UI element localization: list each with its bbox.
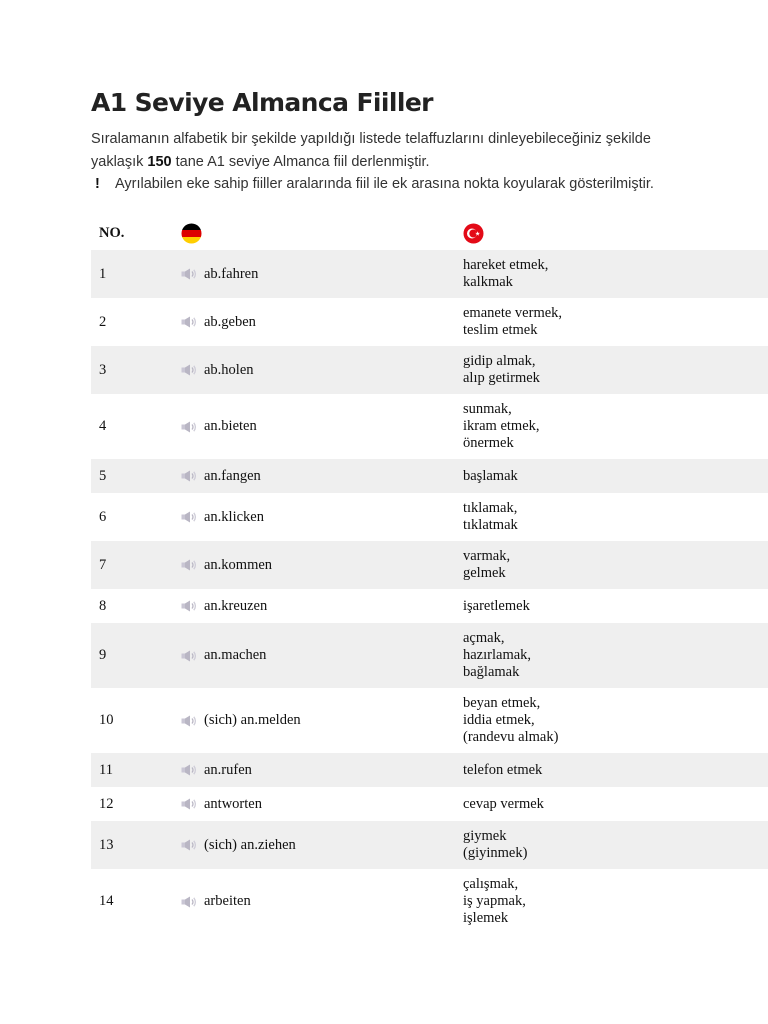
german-verb [181,762,455,779]
turkish-meaning-line: teslim etmek [463,322,538,338]
row-number: 4 [99,418,107,434]
turkish-meaning-cell [455,787,768,821]
row-number: 3 [91,346,173,394]
turkish-meaning-line: kalkmak [463,274,513,290]
speaker-icon[interactable] [181,470,197,482]
table-row [91,250,768,298]
turkish-meaning-line: varmak, [463,548,511,564]
turkish-meaning-cell [455,298,768,346]
row-number: 8 [99,597,107,614]
table-row [91,459,768,493]
column-header-turkish [455,216,768,250]
german-verb-text: an.rufen [204,761,252,778]
verbs-table [91,216,768,934]
german-verb [181,893,455,910]
exclamation-icon: ! [95,176,100,192]
german-verb-text: antworten [204,795,262,812]
turkish-meaning-line: (giyinmek) [463,845,528,861]
intro-line-1: Sıralamanın alfabetik bir şekilde yapıldığı listede telaffuzlarını dinleyebileceğiniz şekilde [91,131,651,147]
turkish-meaning-line: işlemek [463,910,509,926]
row-number: 13 [91,821,173,869]
german-flag-icon [181,223,202,244]
intro-line-2-start: yaklaşık [91,154,148,170]
row-number: 5 [91,459,173,493]
speaker-icon[interactable] [181,268,197,280]
turkish-meaning-line: tıklamak, [463,500,518,516]
row-number: 11 [91,753,173,787]
table-row [91,821,768,869]
turkish-meaning-line: açmak, [463,630,505,646]
german-verb-text: (sich) an.melden [204,712,301,728]
turkish-meaning-line: hazırlamak, [463,647,532,663]
intro-text [91,128,761,174]
german-verb-cell [173,821,455,869]
german-verb-text: an.kommen [204,556,273,573]
row-number: 10 [99,712,114,728]
separable-verbs-note [95,176,654,192]
german-verb-cell [173,688,455,753]
row-number: 2 [99,313,107,330]
speaker-icon[interactable] [181,600,197,612]
table-row [91,493,768,541]
german-verb-text: ab.geben [204,313,256,330]
german-verb [181,314,455,331]
speaker-icon[interactable] [181,764,197,776]
turkish-meaning-line: (randevu almak) [463,729,559,745]
german-verb-cell [173,787,455,821]
table-row [91,753,768,787]
column-header-no: NO. [99,224,125,241]
german-verb-text: arbeiten [204,893,251,909]
turkish-meaning-cell [455,753,768,787]
table-body [91,250,768,934]
turkish-meaning-line: çalışmak, [463,876,519,892]
speaker-icon[interactable] [181,511,197,523]
german-verb [181,418,455,435]
verb-count: 150 [147,154,172,170]
speaker-icon[interactable] [181,798,197,810]
german-verb-cell [173,459,455,493]
german-verb-text: an.klicken [204,508,264,525]
german-verb-cell [173,493,455,541]
speaker-icon[interactable] [181,559,197,571]
table-row [91,688,768,753]
german-verb-cell [173,250,455,298]
turkish-meaning-cell [455,688,768,753]
turkish-meaning-cell [455,821,768,869]
turkish-meaning-line: ikram etmek, [463,418,540,434]
row-number: 12 [99,795,114,812]
german-verb-cell [173,753,455,787]
turkish-meaning-line: beyan etmek, [463,695,541,711]
german-verb-cell [173,623,455,688]
speaker-icon[interactable] [181,839,197,851]
turkish-meaning-line: gelmek [463,565,506,581]
turkish-meaning-cell [455,346,768,394]
german-verb-text: ab.holen [204,361,254,378]
german-verb [181,266,455,283]
german-verb-text: (sich) an.ziehen [204,836,296,853]
turkish-meaning-line: gidip almak, [463,353,536,369]
note-text: Ayrılabilen eke sahip fiiller aralarında fiil ile ek arasına nokta koyularak gösterilmiştir. [115,176,654,192]
german-verb-cell [173,541,455,589]
speaker-icon[interactable] [181,316,197,328]
turkish-meaning-line: iş yapmak, [463,893,526,909]
turkish-meaning-line: hareket etmek, [463,257,549,273]
turkish-meaning-line: bağlamak [463,664,520,680]
column-header-german [173,216,455,250]
table-row [91,541,768,589]
table-row [91,346,768,394]
table-row [91,869,768,934]
german-verb [181,509,455,526]
intro-line-2 [91,151,761,174]
table-row [91,589,768,623]
turkish-meaning-cell [455,250,768,298]
turkish-meaning-line: cevap vermek [463,795,544,812]
german-verb-text: an.kreuzen [204,597,268,614]
turkish-flag-icon [463,223,484,244]
turkish-meaning-cell [455,394,768,459]
turkish-meaning-line: tıklatmak [463,517,518,533]
german-verb-text: an.fangen [204,467,261,484]
turkish-meaning-cell [455,589,768,623]
german-verb-cell [173,589,455,623]
german-verb [181,647,455,664]
german-verb [181,796,455,813]
turkish-meaning-cell [455,541,768,589]
german-verb-text: an.machen [204,647,267,663]
german-verb-cell [173,869,455,934]
speaker-icon[interactable] [181,650,197,662]
row-number: 9 [91,623,173,688]
row-number: 1 [91,250,173,298]
german-verb [181,712,455,729]
speaker-icon[interactable] [181,715,197,727]
german-verb [181,362,455,379]
row-number: 7 [91,541,173,589]
table-row [91,787,768,821]
german-verb [181,598,455,615]
intro-line-2-end: tane A1 seviye Almanca fiil derlenmiştir. [171,154,430,170]
turkish-meaning-line: başlamak [463,467,518,484]
table-header [91,216,768,250]
table-row [91,394,768,459]
turkish-meaning-cell [455,493,768,541]
speaker-icon[interactable] [181,364,197,376]
table-row [91,298,768,346]
turkish-meaning-line: giymek [463,828,507,844]
turkish-meaning-cell [455,869,768,934]
turkish-meaning-line: önermek [463,435,514,451]
german-verb-text: ab.fahren [204,265,259,282]
german-verb-text: an.bieten [204,418,257,434]
turkish-meaning-cell [455,623,768,688]
turkish-meaning-line: sunmak, [463,401,512,417]
speaker-icon[interactable] [181,421,197,433]
turkish-meaning-cell [455,459,768,493]
german-verb [181,557,455,574]
page-title: A1 Seviye Almanca Fiiller [91,88,433,117]
row-number: 6 [99,508,107,525]
turkish-meaning-line: emanete vermek, [463,305,563,321]
german-verb-cell [173,346,455,394]
row-number: 14 [99,893,114,909]
speaker-icon[interactable] [181,896,197,908]
turkish-meaning-line: iddia etmek, [463,712,535,728]
german-verb [181,468,455,485]
german-verb [181,837,455,854]
german-verb-cell [173,298,455,346]
turkish-meaning-line: işaretlemek [463,597,530,614]
table-row [91,623,768,688]
turkish-meaning-line: telefon etmek [463,761,543,778]
turkish-meaning-line: alıp getirmek [463,370,540,386]
german-verb-cell [173,394,455,459]
